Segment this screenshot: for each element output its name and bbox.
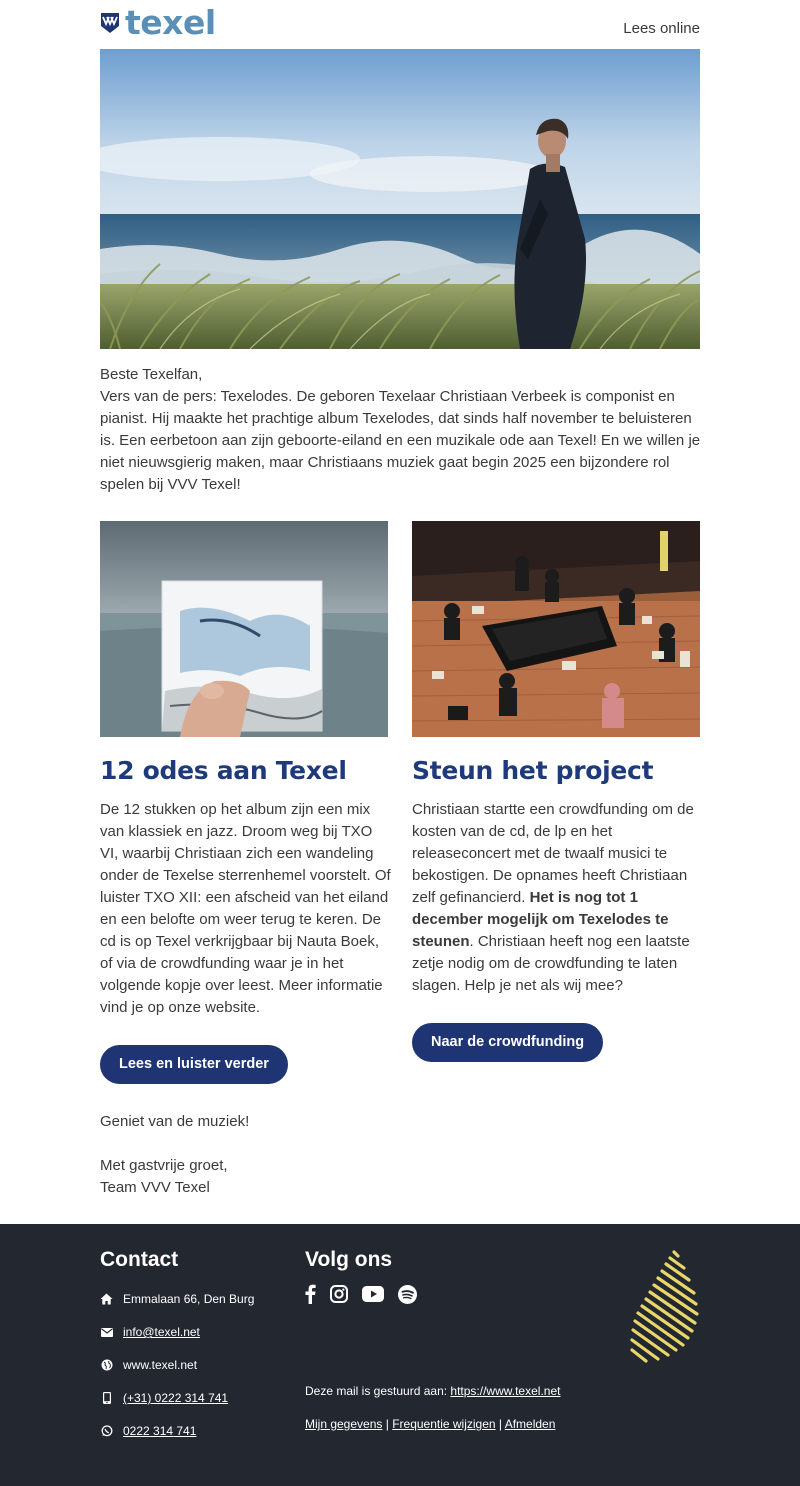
- mail-sent-to: [305, 1384, 560, 1398]
- contact-email: [100, 1325, 200, 1339]
- email-link[interactable]: info@texel.net: [123, 1325, 200, 1339]
- intro-body: Vers van de pers: Texelodes. De geboren Texelaar Christiaan Verbeek is componist en pianist. Hij maakte het prachtige album Texelodes, dat sinds half november te beluisteren is. Een eerbetoon aan zijn geboorte-eiland en een muzikale ode aan Texel! En we willen je niet nieuwsgierig maken, maar Christiaans muziek gaat begin 2025 een bijzondere rol spelen bij VVV Texel!: [100, 388, 701, 493]
- contact-phone: [100, 1391, 228, 1405]
- footer-links: [305, 1417, 555, 1431]
- footer: [0, 1224, 800, 1486]
- article-image-orchestra: [412, 521, 700, 737]
- hero-image: [100, 49, 700, 349]
- article-text: [412, 799, 704, 997]
- article-title: Steun het project: [412, 756, 654, 785]
- website-link[interactable]: www.texel.net: [123, 1358, 198, 1372]
- greeting: Beste Texelfan,: [100, 366, 203, 383]
- frequentie-wijzigen-link[interactable]: Frequentie wijzigen: [392, 1417, 496, 1431]
- contact-title: Contact: [100, 1248, 179, 1271]
- article-12-odes: [100, 521, 391, 1084]
- article-steun-project: [412, 521, 700, 1062]
- mail-sent-label: Deze mail is gestuurd aan:: [305, 1384, 451, 1398]
- vvv-logo-icon: [100, 12, 120, 34]
- facebook-icon[interactable]: [305, 1283, 316, 1305]
- envelope-icon: [100, 1326, 113, 1339]
- closing-line-muziek: Geniet van de muziek!: [100, 1113, 250, 1130]
- article-text-outro: . Christiaan heeft nog een laatste zetje nodig om de crowdfunding te laten slagen. Help je net als wij mee?: [412, 933, 690, 994]
- article-image-cd: [100, 521, 388, 737]
- mijn-gegevens-link[interactable]: Mijn gegevens: [305, 1417, 383, 1431]
- globe-icon: [100, 1359, 113, 1372]
- lees-en-luister-button[interactable]: Lees en luister verder: [100, 1045, 288, 1084]
- closing-text: [100, 1111, 500, 1199]
- orchestra-rehearsal-photo: [412, 521, 700, 737]
- contact-address: [100, 1292, 254, 1306]
- article-text: De 12 stukken op het album zijn een mix van klassiek en jazz. Droom weg bij TXO VI, waarbij Christiaan zich een wandeling onder de Texelse sterrenhemel voorstelt. Of luister TXO XII: een afscheid van het eiland en een belofte om weer terug te keren. De cd is op Texel verkrijgbaar bij Nauta Boek, of via de crowdfunding waar je in het volgende kopje over leest. Meer informatie vind je op onze website.: [100, 801, 391, 1016]
- phone-link[interactable]: (+31) 0222 314 741: [123, 1391, 229, 1405]
- closing-line-team: Team VVV Texel: [100, 1179, 210, 1196]
- article-text-intro: Christiaan startte een crowdfunding om de kosten van de cd, de lp en het releaseconcert met de twaalf musici te bekostigen. De opnames heeft Christiaan zelf gefinancierd.: [412, 801, 694, 906]
- link-separator: |: [495, 1417, 505, 1431]
- instagram-icon[interactable]: [330, 1283, 348, 1305]
- home-icon: [100, 1293, 113, 1306]
- email-header: [100, 0, 700, 49]
- spotify-icon[interactable]: [398, 1283, 417, 1305]
- mobile-phone-icon: [100, 1392, 113, 1405]
- volg-ons-title: Volg ons: [305, 1248, 393, 1271]
- intro-text: [100, 364, 705, 496]
- footer-contact: [100, 1248, 300, 1438]
- contact-whatsapp: [100, 1424, 196, 1438]
- address-text: Emmalaan 66, Den Burg: [123, 1292, 255, 1306]
- link-separator: |: [382, 1417, 393, 1431]
- youtube-icon[interactable]: [362, 1283, 384, 1305]
- vvv-texel-logo[interactable]: [100, 3, 216, 42]
- cd-held-over-sea-photo: [100, 521, 388, 737]
- article-text-highlight: Het is nog tot 1 december mogelijk om Texelodes te steunen: [412, 889, 669, 950]
- hero-photo-man-in-dunes: [100, 49, 700, 349]
- whatsapp-link[interactable]: 0222 314 741: [123, 1424, 197, 1438]
- closing-line-groet: Met gastvrije groet,: [100, 1157, 228, 1174]
- texel-stripes-logo: [628, 1248, 700, 1366]
- logo-wordmark: texel: [125, 3, 216, 42]
- naar-crowdfunding-button[interactable]: Naar de crowdfunding: [412, 1023, 603, 1062]
- afmelden-link[interactable]: Afmelden: [504, 1417, 556, 1431]
- mail-sent-url[interactable]: https://www.texel.net: [450, 1384, 561, 1398]
- contact-website: [100, 1358, 197, 1372]
- whatsapp-icon: [100, 1425, 113, 1438]
- article-title: 12 odes aan Texel: [100, 756, 347, 785]
- lees-online-link[interactable]: Lees online: [623, 20, 700, 37]
- footer-follow: [305, 1248, 605, 1272]
- social-links: [305, 1283, 431, 1305]
